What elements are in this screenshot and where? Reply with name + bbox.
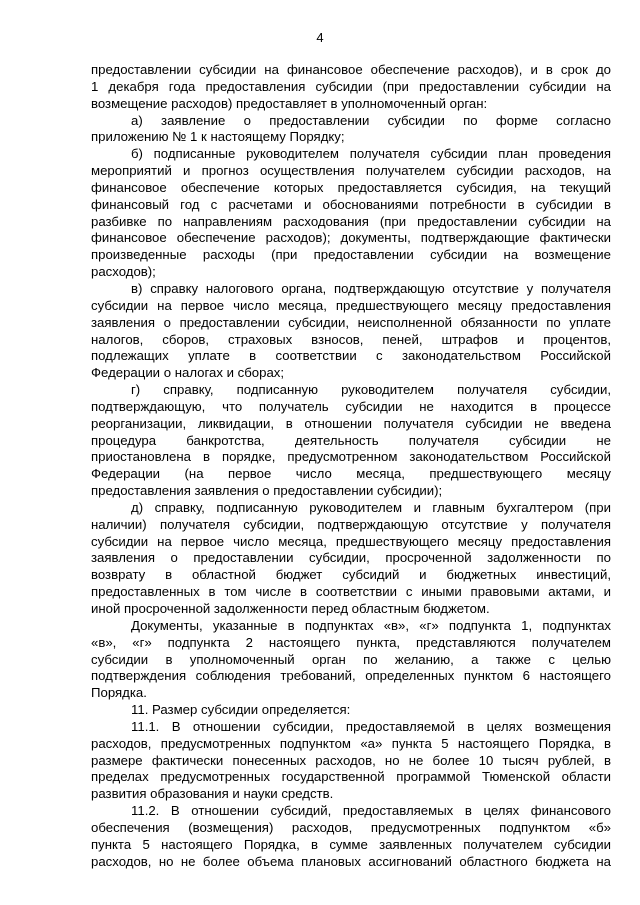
- text-line: иной просроченной задолженности перед областным бюджетом.: [91, 601, 490, 616]
- text-line: налогов, сборов, страховых взносов, пеней, штрафов и процентов,: [91, 331, 611, 347]
- text-line: развития образования и науки средств.: [91, 786, 334, 802]
- paragraph-section-11-1: [91, 719, 611, 803]
- text-line: 11.2. В отношении субсидий, предоставляемых в целях финансового: [131, 803, 611, 819]
- text-line: размере фактически понесенных расходов, но не более 10 тысяч рублей, в: [91, 752, 611, 768]
- text-line: субсидии на первое число месяца, предшествующего месяцу предоставления: [91, 533, 611, 549]
- paragraph-item-d: [91, 500, 611, 618]
- text-line: возврату в областной бюджет субсидий и бюджетных инвестиций,: [91, 567, 611, 583]
- text-line: б) подписанные руководителем получателя субсидии план проведения: [131, 146, 611, 162]
- text-line: приостановлена в порядке, предусмотренном законодательством Российской: [91, 449, 611, 465]
- text-line: в) справку налогового органа, подтверждающую отсутствие у получателя: [131, 280, 611, 296]
- text-line: «в», «г» подпункта 2 настоящего пункта, представляются получателем: [91, 634, 611, 650]
- text-line: разбивке по направлениям расходования (при предоставлении субсидии на: [91, 213, 611, 229]
- paragraph-item-v: [91, 281, 611, 382]
- paragraph-documents: [91, 618, 611, 702]
- text-line: д) справку, подписанную руководителем и главным бухгалтером (при: [131, 499, 611, 515]
- text-line: реорганизации, ликвидации, в отношении получателя субсидии не введена: [91, 415, 611, 431]
- text-line: заявления о предоставлении субсидии, просроченной задолженности по: [91, 550, 611, 566]
- text-line: Документы, указанные в подпунктах «в», «г» подпункта 1, подпунктах: [131, 617, 611, 633]
- paragraph-item-a: [91, 113, 611, 147]
- text-line: 1 декабря года предоставления субсидии (при предоставлении субсидии на: [91, 78, 611, 94]
- text-line: подтверждающую, что получатель субсидии не находится в процессе: [91, 398, 611, 414]
- text-line: субсидии на первое число месяца, предшествующего месяцу предоставления: [91, 297, 611, 313]
- text-line: финансовое обеспечение которых предоставляется субсидия, на текущий: [91, 179, 611, 195]
- text-line: расходов, предусмотренных подпунктом «а» пункта 5 настоящего Порядка, в: [91, 735, 611, 751]
- text-line: заявления о предоставлении субсидии, неисполненной обязанности по уплате: [91, 314, 611, 330]
- text-line: Федерации (на первое число месяца, предшествующего месяцу: [91, 466, 611, 482]
- text-line: мероприятий и прогноз осуществления получателем субсидии расходов, на: [91, 163, 611, 179]
- text-line: 11.1. В отношении субсидии, предоставляемой в целях возмещения: [131, 718, 611, 734]
- text-line: подтверждения соблюдения требований, определенных пунктом 6 настоящего: [91, 668, 611, 684]
- text-line: произведенные расходы (при предоставлении субсидии на возмещение: [91, 247, 611, 263]
- paragraph-item-b: [91, 146, 611, 281]
- text-line: приложению № 1 к настоящему Порядку;: [91, 129, 345, 145]
- text-line: финансовое обеспечение расходов); документы, подтверждающие фактически: [91, 230, 611, 246]
- paragraph-section-11: [91, 702, 611, 719]
- text-line: г) справку, подписанную руководителем получателя субсидии,: [131, 382, 611, 398]
- text-line: пункта 5 настоящего Порядка, в сумме заявленных получателем субсидии: [91, 836, 611, 852]
- text-line: предоставлении субсидии на финансовое обеспечение расходов), и в срок до: [91, 62, 611, 77]
- paragraph-section-11-2: [91, 803, 611, 870]
- text-line: 11. Размер субсидии определяется:: [131, 702, 351, 718]
- paragraph-intro-continuation: [91, 62, 611, 113]
- text-line: расходов);: [91, 264, 156, 280]
- text-line: предоставления заявления о предоставлении субсидии);: [91, 483, 443, 499]
- text-line: обеспечения (возмещения) расходов, предусмотренных подпунктом «б»: [91, 819, 611, 835]
- text-line: пределах предусмотренных государственной программой Тюменской области: [91, 769, 611, 785]
- text-line: финансовый год с расчетами и обоснованиями потребности в субсидии в: [91, 196, 611, 212]
- text-line: возмещение расходов) предоставляет в уполномоченный орган:: [91, 95, 488, 111]
- text-line: предоставленных в том числе в соответствии с иными правовыми актами, и: [91, 584, 611, 600]
- text-line: процедура банкротства, деятельность получателя субсидии не: [91, 432, 611, 448]
- paragraph-item-g: [91, 382, 611, 500]
- page-number: 4: [316, 30, 324, 45]
- text-line: подлежащих уплате в соответствии с законодательством Российской: [91, 348, 611, 364]
- text-line: а) заявление о предоставлении субсидии по форме согласно: [131, 112, 611, 128]
- text-line: Федерации о налогах и сборах;: [91, 365, 285, 381]
- text-line: Порядка.: [91, 685, 147, 701]
- text-line: субсидии в уполномоченный орган по желанию, а также с целью: [91, 651, 611, 667]
- document-body: [91, 62, 611, 871]
- text-line: расходов, но не более объема плановых ассигнований областного бюджета на: [91, 853, 611, 869]
- text-line: наличии) получателя субсидии, подтверждающую отсутствие у получателя: [91, 516, 611, 532]
